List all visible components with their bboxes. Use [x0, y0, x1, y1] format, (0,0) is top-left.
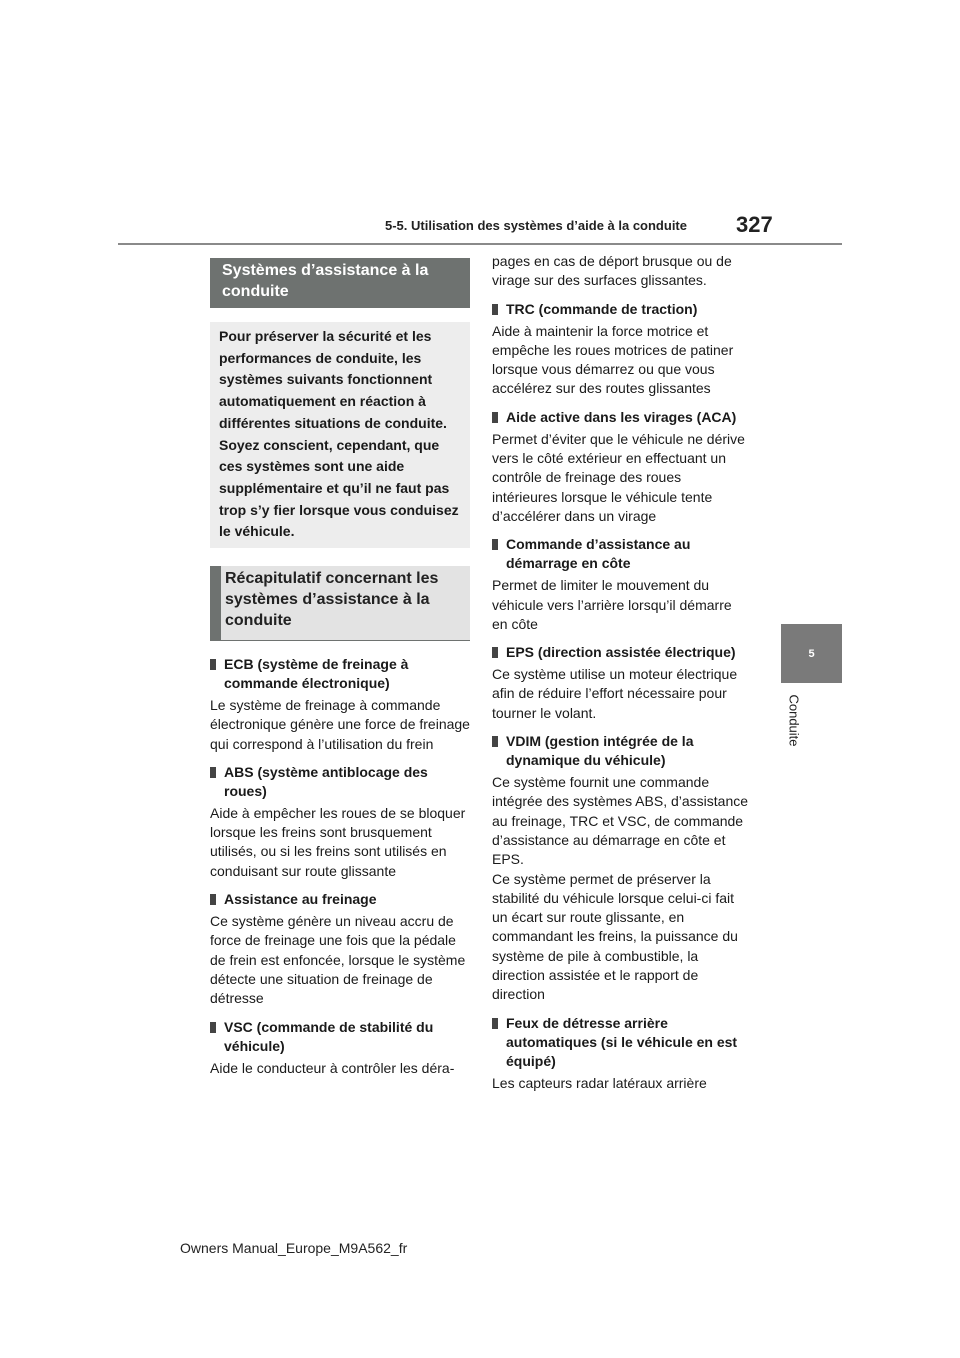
square-bullet-icon: [210, 894, 216, 905]
item-title-vsc: VSC (commande de stabilité du véhicule): [210, 1018, 470, 1056]
footer-document-id: Owners Manual_Europe_M9A562_fr: [180, 1240, 408, 1256]
item-body-abs: Aide à empêcher les roues de se bloquer lorsque les freins sont brusquement utilisés, ou si les freins sont utilisés en conduisant sur route glissante: [210, 804, 466, 879]
square-bullet-icon: [492, 1018, 498, 1029]
item-body-hazard-lights: Les capteurs radar latéraux arrière: [492, 1074, 707, 1091]
chapter-tab[interactable]: 5: [781, 624, 842, 683]
item-body-brake-assist: Ce système génère un niveau accru de force de freinage une fois que la pédale de frein est enfoncée, lorsque le système détecte une situation de freinage de détresse: [210, 913, 466, 1007]
main-heading: Systèmes d’assistance à la conduite: [210, 258, 470, 308]
item-body-vdim-2: Ce système permet de préserver la stabilité du véhicule lorsque celui-ci fait un écart sur route glissante, en commandant les freins, la puissance du système de pile à combustible, la direction assistée et le rapport de direction: [492, 870, 738, 1003]
item-title-eps: EPS (direction assistée électrique): [492, 643, 750, 662]
item-title-hill-start: Commande d’assistance au démarrage en côte: [492, 535, 750, 573]
item-title-aca: Aide active dans les virages (ACA): [492, 408, 750, 427]
header-divider: [118, 243, 842, 245]
item-body-eps: Ce système utilise un moteur électrique afin de réduire l’effort nécessaire pour tourner le volant.: [492, 666, 738, 721]
square-bullet-icon: [492, 736, 498, 747]
left-column: [210, 258, 470, 1078]
item-title-hazard-lights: Feux de détresse arrière automatiques (si le véhicule en est équipé): [492, 1014, 750, 1071]
item-title-abs: ABS (système antiblocage des roues): [210, 763, 470, 801]
item-body-hill-start: Permet de limiter le mouvement du véhicule vers l’arrière lorsqu’il démarre en côte: [492, 577, 732, 632]
item-title-vdim: VDIM (gestion intégrée de la dynamique du véhicule): [492, 732, 750, 770]
item-title-brake-assist: Assistance au freinage: [210, 890, 470, 909]
item-title-ecb: ECB (système de freinage à commande électronique): [210, 655, 470, 693]
square-bullet-icon: [210, 1022, 216, 1033]
right-column: [492, 252, 750, 1093]
item-body-vsc: Aide le conducteur à contrôler les déra-: [210, 1059, 455, 1076]
square-bullet-icon: [492, 304, 498, 315]
item-body-ecb: Le système de freinage à commande électronique génère une force de freinage qui correspond à l’utilisation du frein: [210, 697, 470, 752]
section-title: 5-5. Utilisation des systèmes d’aide à la conduite: [385, 218, 687, 233]
intro-box: Pour préserver la sécurité et les performances de conduite, les systèmes suivants fonctionnent automatiquement en réaction à différentes situations de conduite. Soyez conscient, cependant, que ces systèmes sont une aide supplémentaire et qu’il ne faut pas trop s’y fier lorsque vous conduisez le véhicule.: [210, 322, 470, 548]
square-bullet-icon: [210, 659, 216, 670]
item-body-vdim: Ce système fournit une commande intégrée des systèmes ABS, d’assistance au freinage, TRC et VSC, de commande d’assistance au démarrage en côte et EPS.: [492, 774, 749, 868]
square-bullet-icon: [492, 412, 498, 423]
item-body-vsc-continued: pages en cas de déport brusque ou de virage sur des surfaces glissantes.: [492, 253, 732, 289]
square-bullet-icon: [492, 647, 498, 658]
item-body-aca: Permet d’éviter que le véhicule ne dérive vers le côté extérieur en effectuant un contrôle de freinage des roues intérieures lorsque le véhicule tente d’accélérer dans un virage: [492, 430, 745, 524]
summary-heading: Récapitulatif concernant les systèmes d’assistance à la conduite: [210, 566, 470, 641]
square-bullet-icon: [210, 767, 216, 778]
chapter-label: Conduite: [786, 693, 802, 747]
item-title-trc: TRC (commande de traction): [492, 300, 750, 319]
page-number: 327: [736, 212, 773, 237]
item-body-trc: Aide à maintenir la force motrice et empêche les roues motrices de patiner lorsque vous démarrez ou que vous accélérez sur des routes glissantes: [492, 322, 734, 397]
square-bullet-icon: [492, 539, 498, 550]
